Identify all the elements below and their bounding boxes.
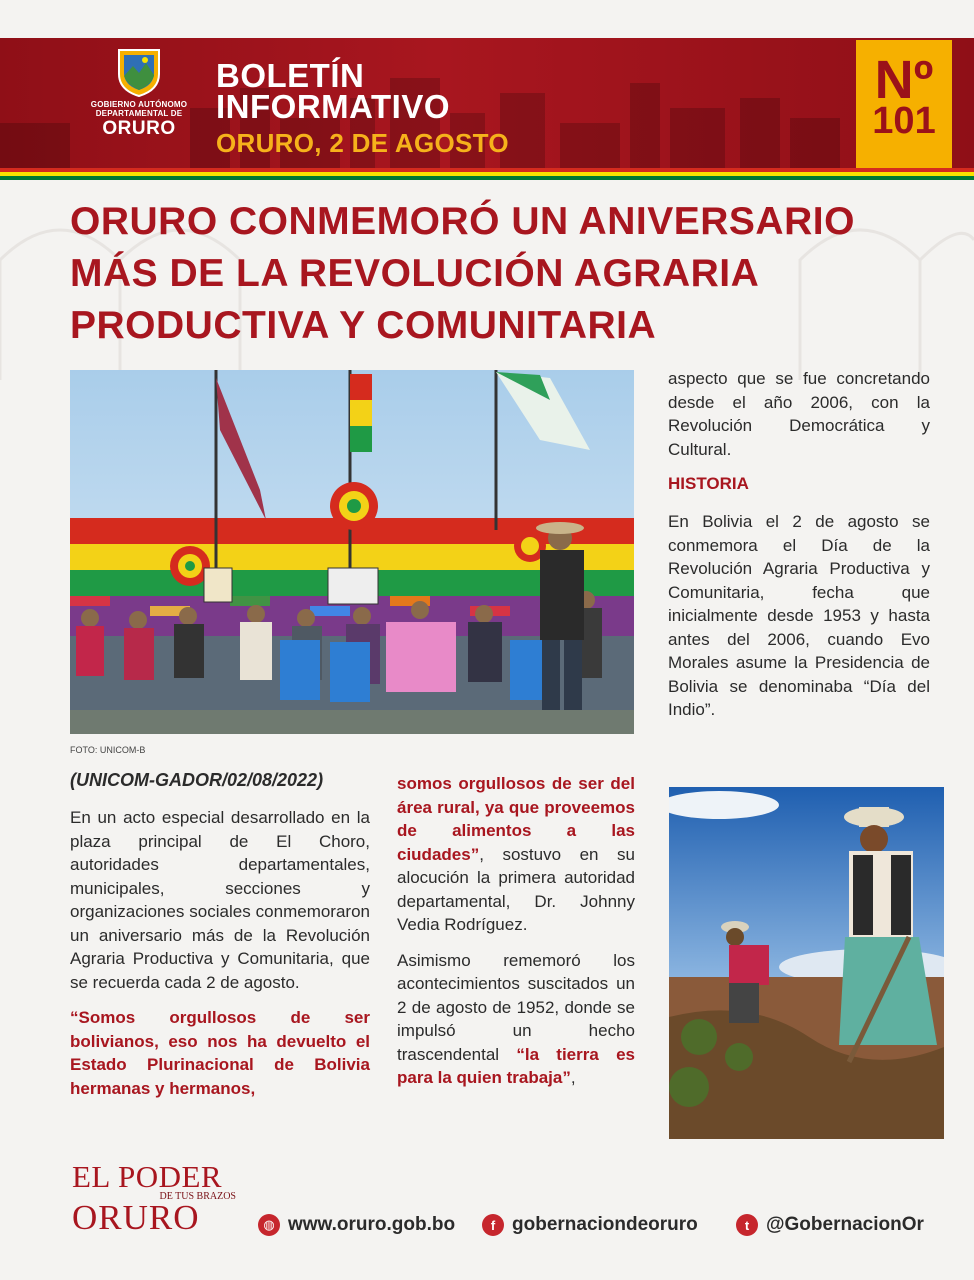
brand-logo bbox=[72, 1159, 242, 1237]
headline-line3: PRODUCTIVA Y COMUNITARIA bbox=[70, 304, 657, 347]
headline bbox=[70, 196, 950, 352]
twitter-icon: t bbox=[736, 1214, 758, 1236]
bulletin-date: ORURO, 2 DE AGOSTO bbox=[216, 128, 509, 158]
headline-line1: ORURO CONMEMORÓ UN ANIVERSARIO bbox=[70, 200, 855, 243]
brand-line3: ORURO bbox=[72, 1198, 200, 1237]
article-text: , bbox=[570, 1068, 576, 1087]
bulletin-title bbox=[216, 57, 451, 125]
brand-line2: DE TUS BRAZOS bbox=[159, 1191, 236, 1202]
twitter-link[interactable] bbox=[736, 1210, 924, 1240]
photo-caption: FOTO: UNICOM-B bbox=[70, 745, 146, 755]
website-link[interactable] bbox=[258, 1210, 455, 1240]
bulletin-title-line1: BOLETÍN bbox=[216, 57, 365, 94]
article-text: Asimismo rememoró los acontecimientos suscitados un 2 de agosto de 1952, donde se impulsó un hecho trascendental bbox=[397, 950, 635, 1064]
facebook-icon: f bbox=[482, 1214, 504, 1236]
article-paragraph: En Bolivia el 2 de agosto se conmemora el Día de la Revolución Agraria Productiva y Comunitaria, fecha que inicialmente desde 1953 y hasta antes del 2006, cuando Evo Morales asume la Presidencia de Bolivia se denominaba “Día del Indio”. bbox=[668, 512, 930, 719]
section-title-historia: HISTORIA bbox=[668, 474, 749, 493]
government-logo bbox=[84, 46, 194, 166]
globe-icon: ◍ bbox=[258, 1214, 280, 1236]
quote-text: “Somos orgullosos de ser bolivianos, eso nos ha devuelto el Estado Plurinacional de Bolivia hermanas y hermanos, bbox=[70, 1008, 370, 1098]
coat-of-arms-icon bbox=[115, 46, 163, 98]
logo-text-line1: GOBIERNO AUTÓNOMO bbox=[90, 100, 188, 109]
ceremony-photo bbox=[70, 370, 634, 734]
brand-line1: EL PODER bbox=[72, 1159, 223, 1194]
twitter-text: @GobernacionOr bbox=[766, 1214, 924, 1235]
bulletin-title-line2: INFORMATIVO bbox=[216, 88, 451, 125]
flag-stripe bbox=[0, 168, 974, 180]
issue-number: 101 bbox=[872, 100, 936, 142]
logo-text-line3: ORURO bbox=[102, 118, 176, 139]
byline: (UNICOM-GADOR/02/08/2022) bbox=[70, 770, 324, 790]
article-middle-column bbox=[397, 772, 635, 1102]
issue-number-label: Nº bbox=[874, 50, 934, 110]
website-text: www.oruro.gob.bo bbox=[288, 1214, 456, 1235]
facebook-link[interactable] bbox=[482, 1210, 698, 1240]
article-right-history bbox=[668, 510, 930, 734]
article-paragraph: aspecto que se fue concretando desde el año 2006, con la Revolución Democrática y Cultural. bbox=[668, 369, 930, 459]
headline-line2: MÁS DE LA REVOLUCIÓN AGRARIA bbox=[70, 252, 760, 295]
farmers-photo bbox=[669, 787, 944, 1139]
article-paragraph: En un acto especial desarrollado en la plaza principal de El Choro, autoridades departamentales, municipales, secciones y organizaciones sociales conmemoraron un aniversario más de la Revolución Agraria Productiva y Comunitaria, que se recuerda cada 2 de agosto. bbox=[70, 808, 370, 992]
article-left-column bbox=[70, 806, 370, 1112]
quote-text: “la tierra es para la quien trabaja” bbox=[397, 1044, 635, 1087]
facebook-text: gobernaciondeoruro bbox=[512, 1214, 698, 1235]
logo-text-line2: DEPARTAMENTAL DE bbox=[95, 109, 183, 118]
issue-number-badge bbox=[856, 40, 952, 168]
quote-text: somos orgullosos de ser del área rural, ya que proveemos de alimentos a las ciudades” bbox=[397, 774, 635, 864]
article-right-top bbox=[668, 367, 930, 473]
article-text: , sostuvo en su alocución la primera autoridad departamental, Dr. Johnny Vedia Rodríguez. bbox=[397, 844, 635, 934]
